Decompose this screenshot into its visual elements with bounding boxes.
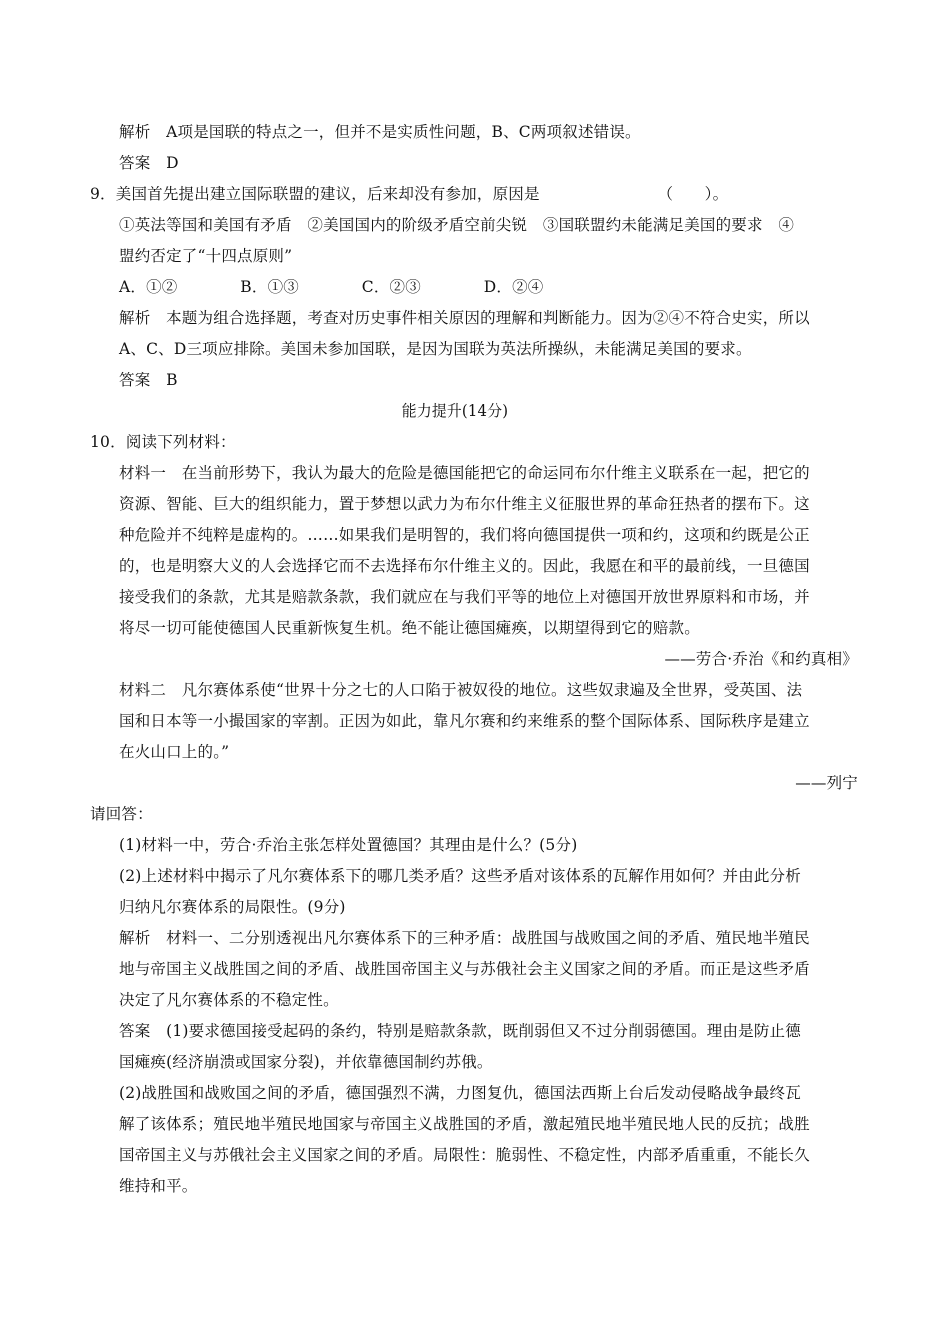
q8-answer: 答案 D	[119, 154, 179, 172]
q10-analysis-line: 决定了凡尔赛体系的不稳定性。	[119, 991, 339, 1009]
q9-options-line-1: ①英法等国和美国有矛盾 ②美国国内的阶级矛盾空前尖锐 ③国联盟约未能满足美国的要求 ④	[119, 216, 795, 234]
q10-stem: 10．阅读下列材料：	[90, 433, 236, 451]
q9-answer: 答案 B	[119, 371, 178, 389]
q10-answer-line: 解了该体系；殖民地半殖民地国家与帝国主义战胜国的矛盾，激起殖民地半殖民地人民的反抗；战胜	[119, 1115, 810, 1133]
answer-prompt: 请回答：	[90, 805, 153, 823]
material-2-source: ——列宁	[795, 774, 858, 792]
sub-question-1: (1)材料一中，劳合·乔治主张怎样处置德国？其理由是什么？(5分)	[119, 836, 578, 854]
q10-answer-line: 国帝国主义与苏俄社会主义国家之间的矛盾。局限性：脆弱性、不稳定性，内部矛盾重重，不能长久	[119, 1146, 810, 1164]
section-title: 能力提升(14分)	[401, 402, 509, 420]
q9-stem: 9．美国首先提出建立国际联盟的建议，后来却没有参加，原因是 （ ）。	[90, 185, 729, 203]
material-1-line: 资源、智能、巨大的组织能力，置于梦想以武力为布尔什维主义征服世界的革命狂热者的摆布下。这	[119, 495, 810, 513]
material-1-line: 将尽一切可能使德国人民重新恢复生机。绝不能让德国瘫痪，以期望得到它的赔款。	[119, 619, 700, 637]
material-1-line: 种危险并不纯粹是虚构的。……如果我们是明智的，我们将向德国提供一项和约，这项和约既是公正	[119, 526, 810, 544]
material-1-line: 的，也是明察大义的人会选择它而不去选择布尔什维主义的。因此，我愿在和平的最前线，一旦德国	[119, 557, 810, 575]
q10-answer-line: 国瘫痪(经济崩溃或国家分裂)，并依靠德国制约苏俄。	[119, 1053, 493, 1071]
q8-analysis: 解析 A项是国联的特点之一，但并不是实质性问题，B、C两项叙述错误。	[119, 123, 641, 141]
q10-analysis-line: 地与帝国主义战胜国之间的矛盾、战胜国帝国主义与苏俄社会主义国家之间的矛盾。而正是这些矛盾	[119, 960, 810, 978]
material-2-line: 国和日本等一小撮国家的宰割。正因为如此，靠凡尔赛和约来维系的整个国际体系、国际秩序是建立	[119, 712, 810, 730]
q10-answer-line: (2)战胜国和战败国之间的矛盾，德国强烈不满，力图复仇，德国法西斯上台后发动侵略战争最终瓦	[119, 1084, 801, 1102]
material-2-line: 在火山口上的。”	[119, 743, 230, 761]
material-1-line: 材料一 在当前形势下，我认为最大的危险是德国能把它的命运同布尔什维主义联系在一起，把它的	[119, 464, 810, 482]
material-1-source: ——劳合·乔治《和约真相》	[664, 650, 858, 668]
q9-analysis-line-2: A、C、D三项应排除。美国未参加国联，是因为国联为英法所操纵，未能满足美国的要求。	[119, 340, 752, 358]
q9-analysis-line-1: 解析 本题为组合选择题，考查对历史事件相关原因的理解和判断能力。因为②④不符合史实，所以	[119, 309, 810, 327]
q10-answer-line: 答案 (1)要求德国接受起码的条约，特别是赔款条款，既削弱但又不过分削弱德国。理由是防止德	[119, 1022, 801, 1040]
material-2-line: 材料二 凡尔赛体系使“世界十分之七的人口陷于被奴役的地位。这些奴隶遍及全世界，受英国、法	[119, 681, 803, 699]
material-1-line: 接受我们的条款，尤其是赔款条款，我们就应在与我们平等的地位上对德国开放世界原料和市场，并	[119, 588, 810, 606]
q9-options-line-2: 盟约否定了“十四点原则”	[119, 247, 293, 265]
q9-choices: A．①② B．①③ C．②③ D．②④	[119, 278, 544, 296]
sub-question-2-line-2: 归纳凡尔赛体系的局限性。(9分)	[119, 898, 346, 916]
q10-answer-line: 维持和平。	[119, 1177, 198, 1195]
q10-analysis-line: 解析 材料一、二分别透视出凡尔赛体系下的三种矛盾：战胜国与战败国之间的矛盾、殖民地半殖民	[119, 929, 810, 947]
sub-question-2-line-1: (2)上述材料中揭示了凡尔赛体系下的哪几类矛盾？这些矛盾对该体系的瓦解作用如何？并由此分析	[119, 867, 801, 885]
